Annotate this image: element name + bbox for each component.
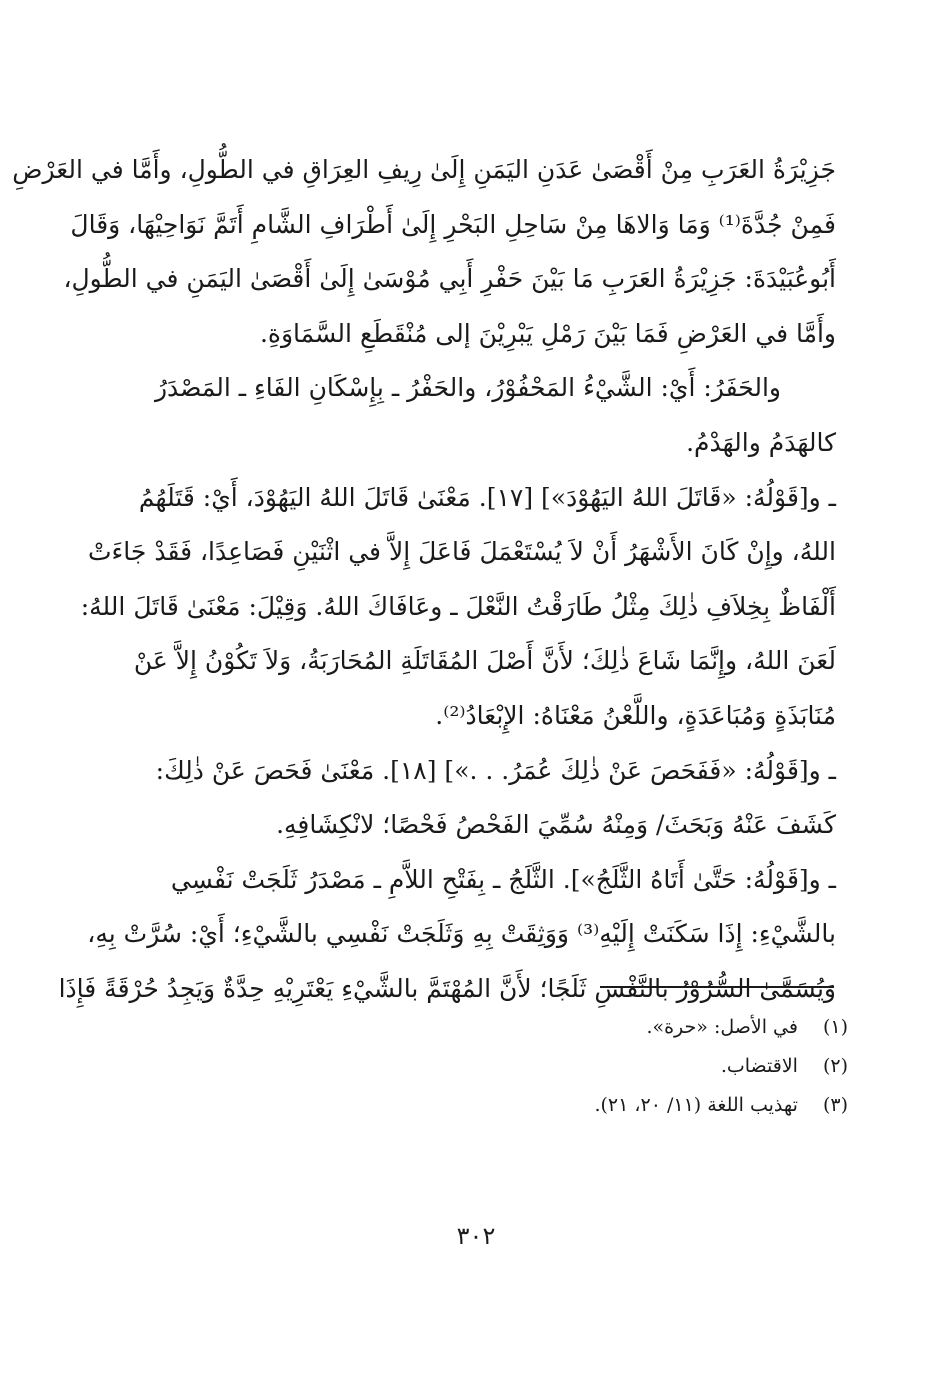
paragraph — [118, 744, 836, 853]
footnote-text: في الأصل: «حرة». — [646, 1016, 798, 1038]
footnote-item — [300, 1008, 848, 1047]
text-line: مُنَابَذَةٍ وَمُبَاعَدَةٍ، واللَّعْنُ مَعْنَاهُ: الإِبْعَادُ⁽²⁾. — [435, 700, 836, 730]
text-line: كَشَفَ عَنْهُ وَبَحَثَ/ وَمِنْهُ سُمِّيَ الفَحْصُ فَحْصًا؛ لانْكِشَافِهِ. — [276, 810, 836, 840]
text-line: لَعَنَ اللهُ، وإِنَّمَا شَاعَ ذٰلِكَ؛ لأَنَّ أَصْلَ المُقَاتَلَةِ المُحَارَبَةُ، وَلاَ تَكُوْنُ إِلاَّ عَنْ — [133, 646, 836, 676]
text-line: كالهَدَمُ والهَدْمُ. — [686, 427, 836, 457]
footnote-divider — [600, 986, 834, 988]
footnote-number: (٢) — [822, 1055, 848, 1077]
text-line: جَزِيْرَةُ العَرَبِ مِنْ أَقْصَىٰ عَدَنِ اليَمَنِ إِلَىٰ رِيفِ العِرَاقِ في الطُّولِ، وأَمَّا في العَرْضِ — [12, 155, 836, 184]
text-line: ـ و[قَوْلُهُ: «قَاتَلَ اللهُ اليَهُوْدَ»] [١٧]. مَعْنَىٰ قَاتَلَ اللهُ اليَهُوْدَ، أَيْ: قَتَلَهُمُ — [138, 482, 836, 512]
footnote-item — [300, 1047, 848, 1086]
text-line: وأَمَّا في العَرْضِ فَمَا بَيْنَ رَمْلِ يَبْرِيْنَ إلى مُنْقَطَعِ السَّمَاوَةِ. — [259, 318, 836, 348]
text-line: وَيُسَمَّىٰ السُّرُوْرُ بالنَّفْسِ ثَلَجًا؛ لأَنَّ المُهْتَمَّ بالشَّيْءِ يَعْتَرِيْهِ حِدَّةٌ وَيَجِدُ حُرْقَةً فَإِذَا — [58, 973, 836, 1003]
text-line: أَبُوعُبَيْدَةَ: جَزِيْرَةُ العَرَبِ مَا بَيْنَ حَفْرِ أَبِي مُوْسَىٰ إِلَىٰ أَقْصَىٰ اليَمَنِ في الطُّولِ، — [63, 264, 836, 294]
text-line: ـ و[قَوْلُهُ: حَتَّىٰ أَتَاهُ الثَّلَجُ»]. الثَّلَجُ ـ بِفَتْحِ اللاَّمِ ـ مَصْدَرُ ثَلَجَتْ نَفْسِي — [170, 864, 836, 894]
text-line: اللهُ، وإِنْ كَانَ الأَشْهَرُ أَنْ لاَ يُسْتَعْمَلَ فَاعَلَ إِلاَّ في اثْنَيْنِ فَصَاعِدًا، فَقَدْ جَاءَتْ — [88, 537, 836, 567]
main-text — [12, 143, 836, 1017]
text-line: فَمِنْ جُدَّةَ⁽¹⁾ وَمَا وَالاهَا مِنْ سَاحِلِ البَحْرِ إِلَىٰ أَطْرَافِ الشَّامِ أَتَمَّ نَوَاحِيْهَا، وَقَالَ — [70, 209, 836, 239]
text-line: ـ و[قَوْلُهُ: «فَفَحَصَ عَنْ ذٰلِكَ عُمَرُ. . .»] [١٨]. مَعْنَىٰ فَحَصَ عَنْ ذٰلِكَ: — [155, 755, 836, 785]
footnote-text: تهذيب اللغة (١١/ ٢٠، ٢١). — [594, 1094, 798, 1116]
footnote-number: (٣) — [822, 1094, 848, 1116]
page-number: ٣٠٢ — [456, 1222, 496, 1250]
paragraph — [80, 471, 836, 744]
footnote-number: (١) — [822, 1016, 848, 1038]
paragraph — [58, 853, 836, 1017]
footnotes — [300, 1008, 848, 1125]
text-line: والحَفَرُ: أَيْ: الشَّيْءُ المَحْفُوْرُ، والحَفْرُ ـ بِإِسْكَانِ الفَاءِ ـ المَصْدَرُ — [154, 373, 781, 403]
footnote-text: الاقتضاب. — [720, 1055, 798, 1077]
text-line: أَلْفَاظٌ بِخِلاَفِ ذٰلِكَ مِثْلُ طَارَقْتُ النَّعْلَ ـ وعَافَاكَ اللهُ. وَقِيْلَ: مَعْنَىٰ قَاتَلَ اللهُ: — [80, 591, 836, 621]
text-line: بالشَّيْءِ: إِذَا سَكَنَتْ إِلَيْهِ⁽³⁾ وَوَثِقَتْ بِهِ وَثَلَجَتْ نَفْسِي بالشَّيْءِ؛ أَيْ: سُرَّتْ بِهِ، — [87, 919, 836, 949]
paragraph — [118, 361, 836, 470]
paragraph — [12, 143, 836, 361]
footnote-item — [300, 1086, 848, 1125]
